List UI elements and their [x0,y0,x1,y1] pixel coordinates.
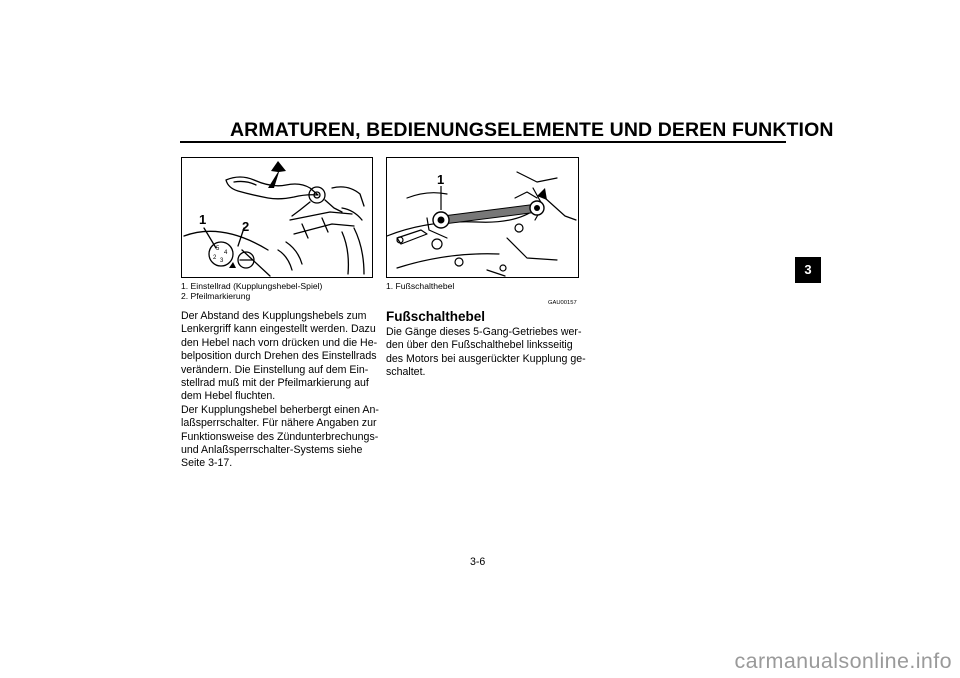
text-line: den über den Fußschalthebel linksseitig [386,339,573,352]
text-line: Funktionsweise des Zündunterbrechungs- [181,430,379,443]
shift-pedal-illustration [386,157,579,278]
svg-text:5: 5 [216,246,220,252]
svg-text:2: 2 [213,255,217,261]
page-number: 3-6 [470,556,486,568]
caption-item: 2. Pfeilmarkierung [181,291,251,302]
shift-pedal-drawing [387,158,578,277]
clutch-lever-drawing [182,158,372,277]
text-line: Der Kupplungshebel beherbergt einen An- [181,403,379,416]
section-heading: Fußschalthebel [386,309,486,324]
clutch-lever-illustration [181,157,373,278]
callout-2: 2 [242,219,250,234]
text-line: verändern. Die Einstellung auf dem Ein- [181,363,369,376]
left-paragraph [181,310,381,471]
callout-1: 1 [199,212,207,227]
caption-item: 1. Einstellrad (Kupplungshebel-Spiel) [181,281,323,291]
left-figure-captions [181,281,322,302]
page-title: ARMATUREN, BEDIENUNGSELEMENTE UND DEREN FUNKTION [230,119,834,141]
text-line: und Anlaßsperrschalter-Systems siehe [181,444,363,457]
text-line: Der Abstand des Kupplungshebels zum [181,310,367,322]
title-rule [180,141,786,143]
text-line: belposition durch Drehen des Einstellrads [181,350,377,363]
text-line: des Motors bei ausgerückter Kupplung ge- [386,352,586,365]
text-line: Lenkergriff kann eingestellt werden. Dazu [181,323,376,336]
caption-item: 1. Fußschalthebel [386,281,455,291]
text-line: laßsperrschalter. Für nähere Angaben zur [181,417,377,430]
right-figure-captions [386,281,454,291]
text-line: stellrad muß mit der Pfeilmarkierung auf [181,377,369,390]
callout-1: 1 [437,172,445,187]
chapter-tab: 3 [795,257,821,283]
text-line: Seite 3-17. [181,457,233,470]
right-paragraph [386,326,586,380]
svg-text:3: 3 [220,258,224,264]
text-line: dem Hebel fluchten. [181,390,276,403]
section-code: GAU00157 [548,300,577,306]
svg-text:4: 4 [224,250,228,256]
text-line: schaltet. [386,366,426,379]
text-line: Die Gänge dieses 5-Gang-Getriebes wer- [386,326,582,338]
footer-watermark: carmanualsonline.info [734,649,952,673]
text-line: den Hebel nach vorn drücken und die He- [181,336,378,349]
